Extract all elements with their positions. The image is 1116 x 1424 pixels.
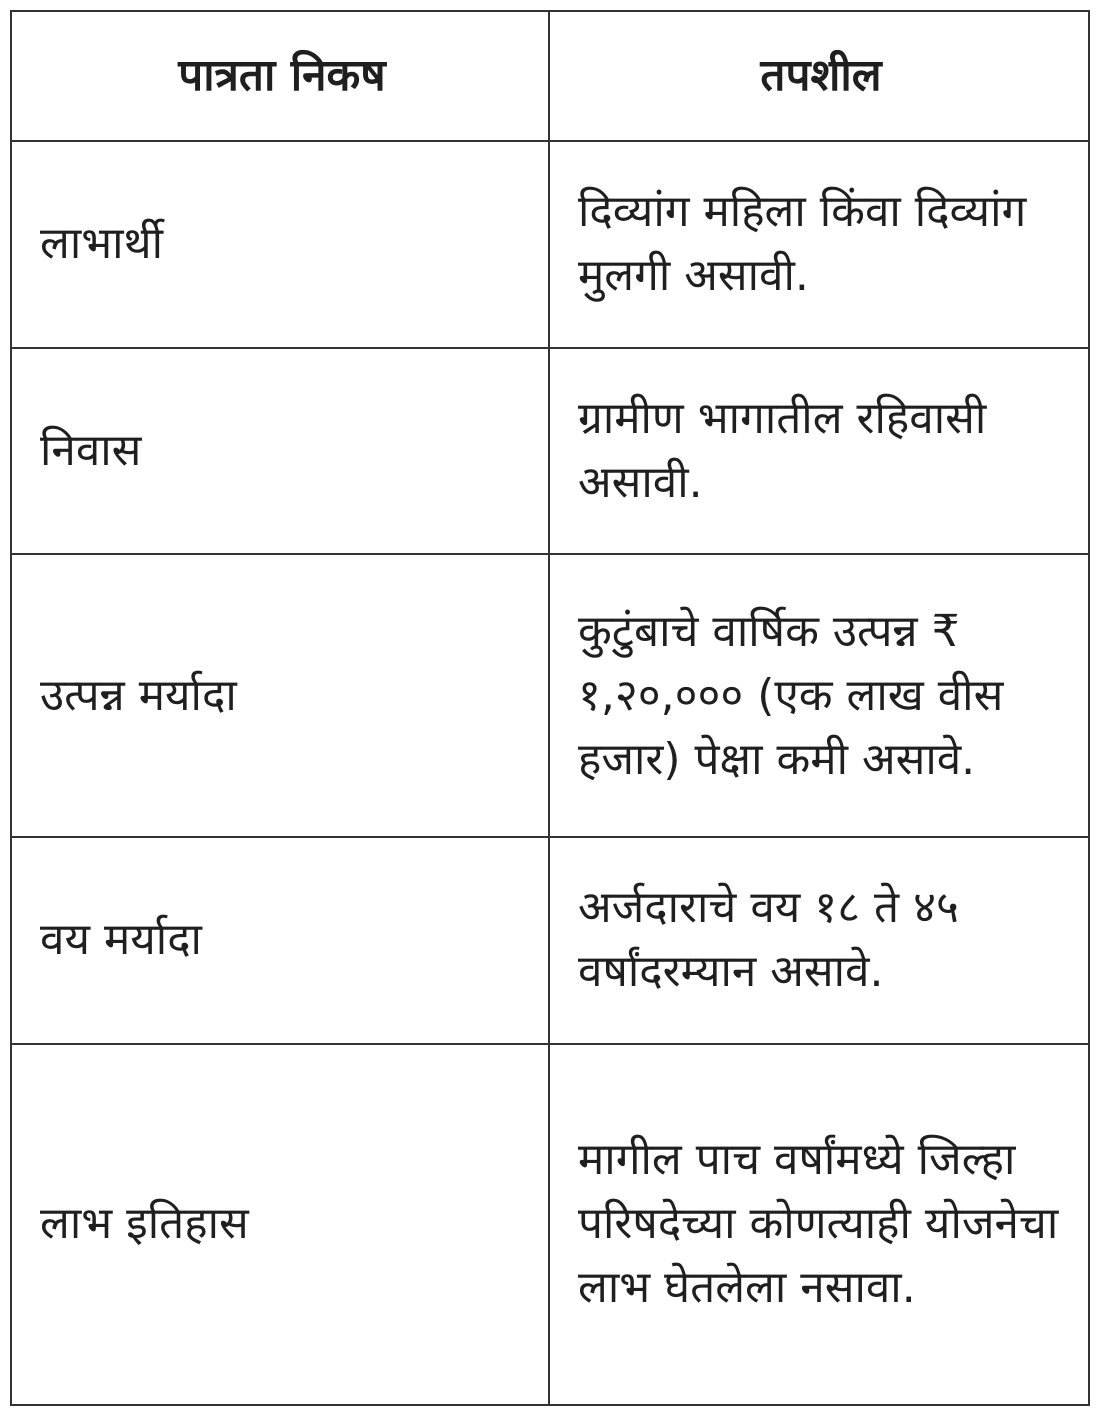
table-row [11, 348, 1089, 555]
criterion-cell: लाभार्थी [11, 141, 549, 348]
detail-cell: ग्रामीण भागातील रहिवासी असावी. [549, 348, 1089, 555]
criterion-cell: निवास [11, 348, 549, 555]
header-criteria: पात्रता निकष [11, 11, 549, 141]
criterion-cell: लाभ इतिहास [11, 1044, 549, 1405]
criterion-cell: वय मर्यादा [11, 837, 549, 1044]
table-header-row [11, 11, 1089, 141]
detail-cell: मागील पाच वर्षांमध्ये जिल्हा परिषदेच्या कोणत्याही योजनेचा लाभ घेतलेला नसावा. [549, 1044, 1089, 1405]
eligibility-table [10, 10, 1090, 1406]
eligibility-table-container [10, 10, 1088, 1406]
detail-cell: दिव्यांग महिला किंवा दिव्यांग मुलगी असावी. [549, 141, 1089, 348]
criterion-cell: उत्पन्न मर्यादा [11, 554, 549, 837]
table-row [11, 1044, 1089, 1405]
table-row [11, 141, 1089, 348]
table-row [11, 554, 1089, 837]
detail-cell: कुटुंबाचे वार्षिक उत्पन्न ₹ १,२०,००० (एक लाख वीस हजार) पेक्षा कमी असावे. [549, 554, 1089, 837]
header-details: तपशील [549, 11, 1089, 141]
detail-cell: अर्जदाराचे वय १८ ते ४५ वर्षांदरम्यान असावे. [549, 837, 1089, 1044]
table-row [11, 837, 1089, 1044]
